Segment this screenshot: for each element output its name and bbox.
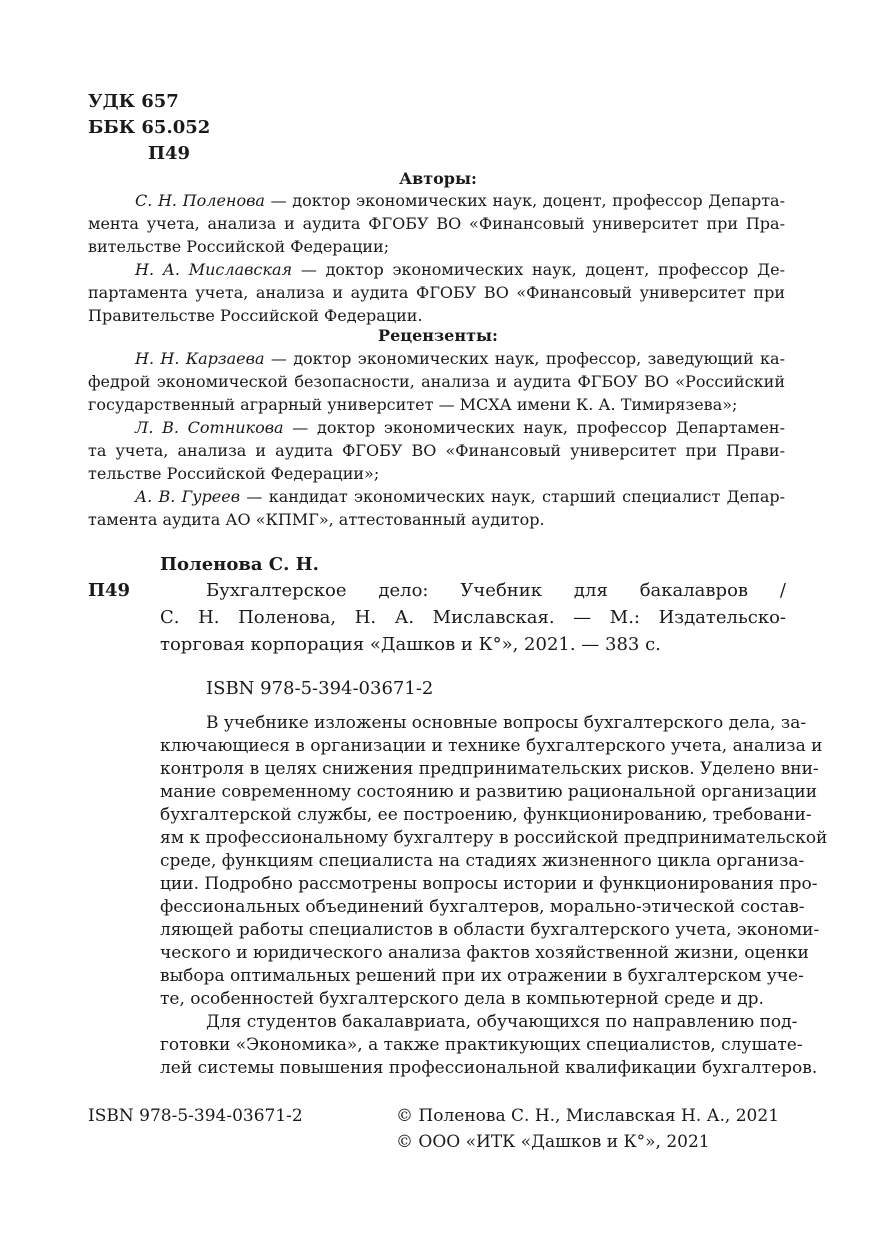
book-author-mark: П49 (88, 580, 131, 601)
abstract-line: контроля в целях снижения предпринимательских рисков. Уделено вни- (160, 759, 819, 779)
reviewer-3-line-2: тамента аудита АО «КПМГ», аттестованный аудитор. (88, 510, 545, 529)
book-author: Поленова С. Н. (160, 554, 319, 575)
authors-heading: Авторы: (399, 169, 477, 188)
abstract-line: ям к профессиональному бухгалтеру в российской предпринимательской (160, 828, 828, 848)
reviewer-1-line-3: государственный аграрный университет — МСХА имени К. А. Тимирязева»; (88, 395, 738, 414)
book-title-line-2: С. Н. Поленова, Н. А. Миславская. — М.: Издательско- (160, 607, 786, 628)
footer-isbn: ISBN 978-5-394-03671-2 (88, 1106, 303, 1126)
book-title-line-1: Бухгалтерское дело: Учебник для бакалавров / (206, 580, 786, 601)
author-1-line-3: вительстве Российской Федерации; (88, 237, 390, 256)
reviewer-2-line-2: та учета, анализа и аудита ФГОБУ ВО «Финансовый университет при Прави- (88, 441, 785, 460)
abstract-line: выбора оптимальных решений при их отражении в бухгалтерском уче- (160, 966, 804, 986)
abstract-line: лей системы повышения профессиональной квалификации бухгалтеров. (160, 1058, 818, 1078)
abstract-line: ческого и юридического анализа фактов хозяйственной жизни, оценки (160, 943, 809, 963)
author-2-name: Н. А. Миславская (135, 260, 293, 279)
udk-code: УДК 657 (88, 91, 179, 112)
abstract-line: мание современному состоянию и развитию рациональной организации (160, 782, 818, 802)
author-1-line-2: мента учета, анализа и аудита ФГОБУ ВО «Финансовый университет при Пра- (88, 214, 785, 233)
reviewer-2-line-1: Л. В. Сотникова — доктор экономических наук, профессор Департамен- (135, 418, 785, 437)
footer-copyright-authors: © Поленова С. Н., Миславская Н. А., 2021 (396, 1106, 780, 1126)
author-2-line-1: Н. А. Миславская — доктор экономических наук, доцент, профессор Де- (135, 260, 785, 279)
reviewer-1-name: Н. Н. Карзаева (135, 349, 265, 368)
reviewer-2-name: Л. В. Сотникова (135, 418, 284, 437)
abstract-line: ции. Подробно рассмотрены вопросы истории и функционирования про- (160, 874, 818, 894)
abstract-line: В учебнике изложены основные вопросы бухгалтерского дела, за- (206, 713, 807, 733)
bbk-code: ББК 65.052 (88, 117, 211, 138)
reviewer-1-line-1: Н. Н. Карзаева — доктор экономических наук, профессор, заведующий ка- (135, 349, 786, 368)
book-title-line-3: торговая корпорация «Дашков и К°», 2021. — 383 с. (160, 634, 661, 655)
abstract-line: среде, функциям специалиста на стадиях жизненного цикла организа- (160, 851, 805, 871)
author-2-line-3: Правительстве Российской Федерации. (88, 306, 423, 325)
abstract-line: ляющей работы специалистов в области бухгалтерского учета, экономи- (160, 920, 820, 940)
author-1-line-1: С. Н. Поленова — доктор экономических наук, доцент, профессор Департа- (135, 191, 785, 210)
author-1-name: С. Н. Поленова (135, 191, 265, 210)
book-isbn: ISBN 978-5-394-03671-2 (206, 678, 434, 699)
abstract-line: ключающиеся в организации и технике бухгалтерского учета, анализа и (160, 736, 823, 756)
abstract-line: те, особенностей бухгалтерского дела в компьютерной среде и др. (160, 989, 764, 1009)
author-mark: П49 (148, 143, 191, 164)
reviewer-1-line-2: федрой экономической безопасности, анализа и аудита ФГБОУ ВО «Российский (88, 372, 785, 391)
reviewer-2-line-3: тельстве Российской Федерации»; (88, 464, 380, 483)
footer-copyright-publisher: © ООО «ИТК «Дашков и К°», 2021 (396, 1132, 710, 1152)
abstract-line: бухгалтерской службы, ее построению, функционированию, требовани- (160, 805, 812, 825)
abstract-line: готовки «Экономика», а также практикующих специалистов, слушате- (160, 1035, 803, 1055)
reviewers-heading: Рецензенты: (378, 326, 498, 345)
abstract-line: фессиональных объединений бухгалтеров, морально-этической состав- (160, 897, 805, 917)
reviewer-3-line-1: А. В. Гуреев — кандидат экономических наук, старший специалист Депар- (135, 487, 786, 506)
reviewer-3-name: А. В. Гуреев (135, 487, 241, 506)
abstract-line: Для студентов бакалавриата, обучающихся по направлению под- (206, 1012, 798, 1032)
author-2-line-2: партамента учета, анализа и аудита ФГОБУ ВО «Финансовый университет при (88, 283, 785, 302)
